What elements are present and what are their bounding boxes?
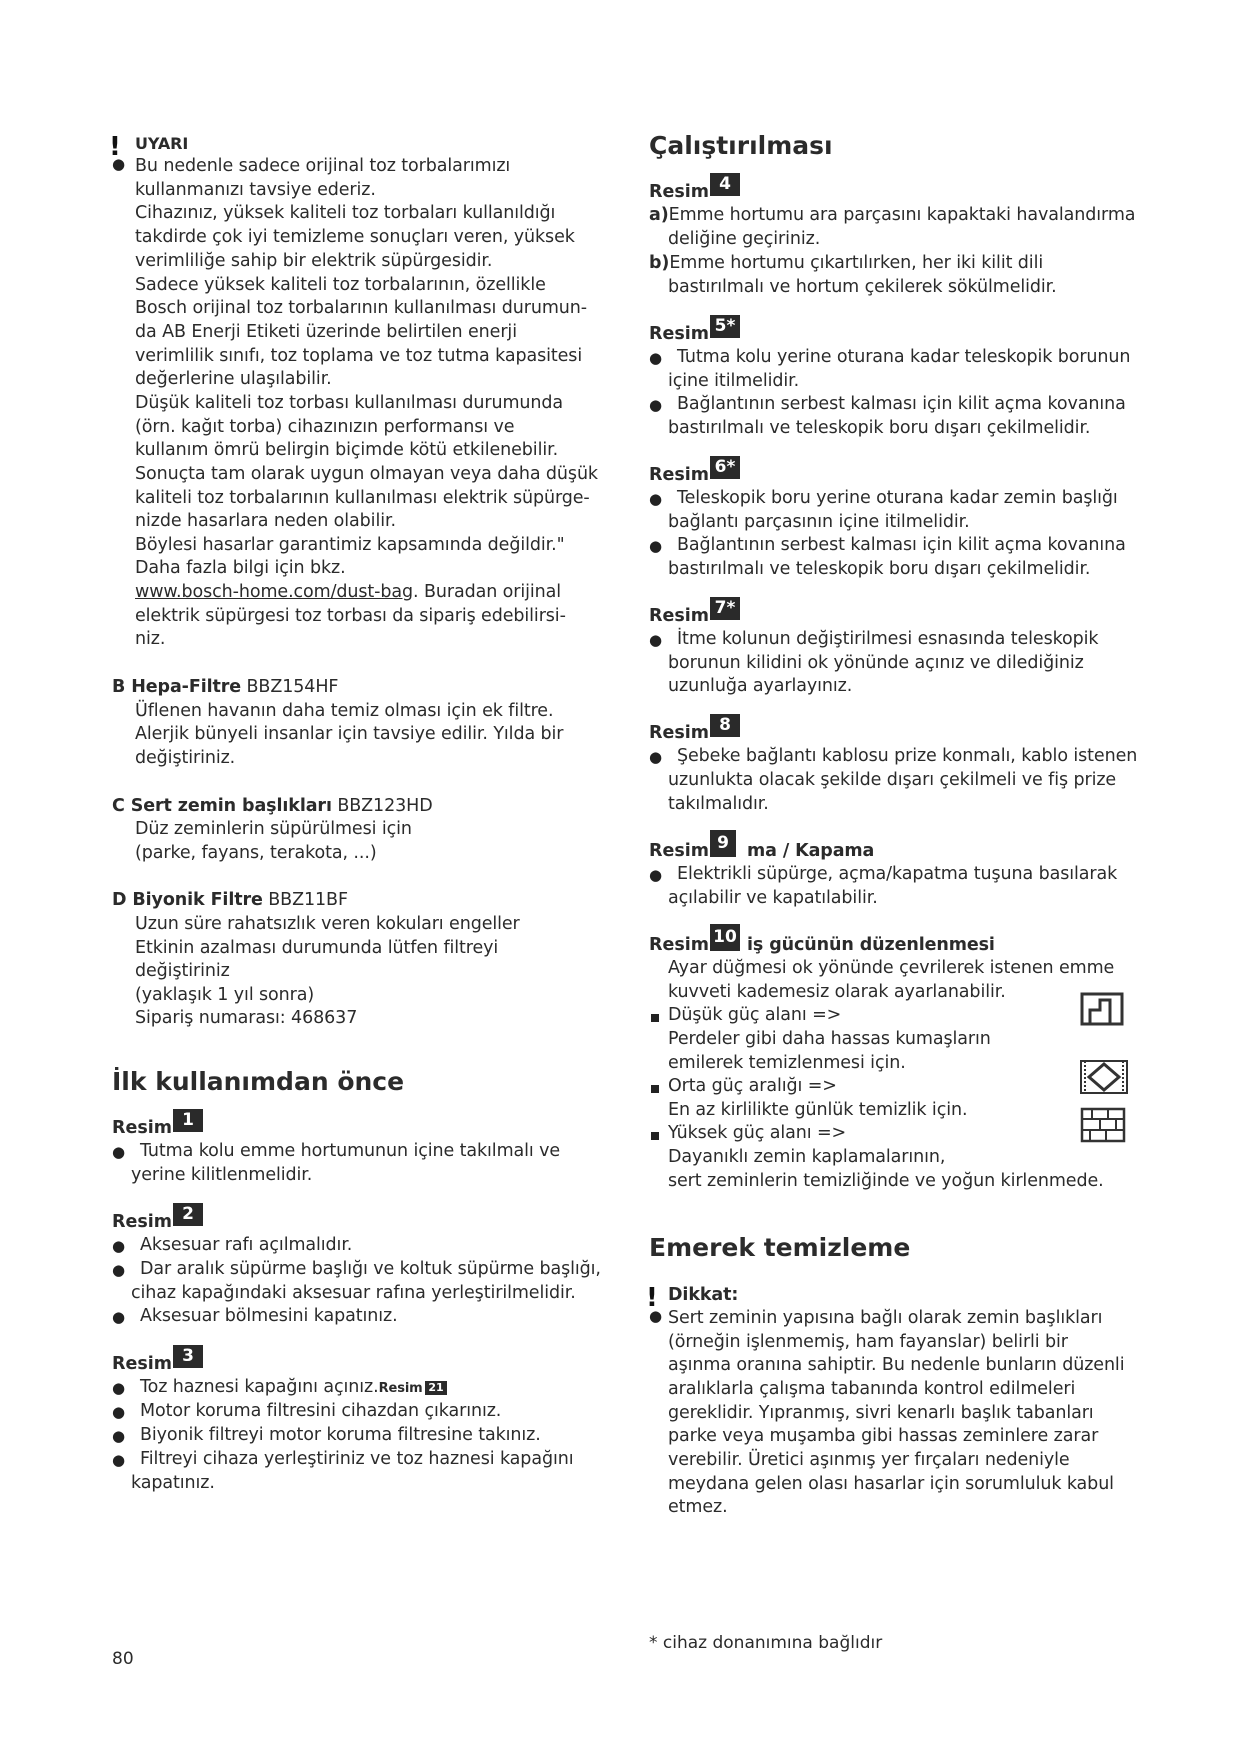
- accessory-c-code: BBZ123HD: [337, 796, 433, 816]
- bullet-icon: ●: [112, 1379, 126, 1397]
- intro-line: kuvveti kademesiz olarak ayarlanabilir.: [668, 982, 1006, 1002]
- figure-number-badge: 3: [173, 1345, 203, 1368]
- warning-line: (örn. kağıt torba) cihazınızın performansı ve: [135, 417, 515, 437]
- bullet-icon: ●: [649, 748, 663, 766]
- resim-label: Resim: [112, 1354, 172, 1374]
- figure-number-badge: 8: [710, 714, 740, 737]
- accessory-d-line: Sipariş numarası: 468637: [135, 1008, 358, 1028]
- resim-label: Resim: [649, 324, 709, 344]
- warning-line: verimliliğe sahip bir elektrik süpürgesidir.: [135, 251, 493, 271]
- warning-line: kullanmanızı tavsiye ederiz.: [135, 180, 376, 200]
- figure-number-badge: 4: [710, 173, 740, 196]
- section-title-suction-cleaning: Emerek temizleme: [649, 1233, 911, 1262]
- bullet-icon: ●: [112, 1308, 126, 1326]
- rug-icon: [1080, 1060, 1128, 1094]
- bullet-icon: ●: [649, 1307, 663, 1325]
- step-line: deliğine geçiriniz.: [668, 229, 821, 249]
- bullet-icon: ●: [112, 1451, 126, 1469]
- step-line: açılabilir ve kapatılabilir.: [668, 888, 878, 908]
- caution-exclamation-icon: !: [646, 1283, 658, 1313]
- step-line: uzunluğa ayarlayınız.: [668, 676, 853, 696]
- step-line: [649, 252, 1043, 274]
- warning-line: elektrik süpürgesi toz torbası da sipariş edebilirsi-: [135, 606, 566, 626]
- section-title-operation: Çalıştırılması: [649, 131, 833, 160]
- accessory-d-line: değiştiriniz: [135, 961, 230, 981]
- warning-line: nizde hasarlara neden olabilir.: [135, 511, 396, 531]
- section-subtitle: iş gücünün düzenlenmesi: [747, 935, 995, 955]
- step-line: Bağlantının serbest kalması için kilit açma kovanına: [677, 394, 1126, 414]
- caution-line: Sert zeminin yapısına bağlı olarak zemin başlıkları: [668, 1308, 1103, 1328]
- section-title-first-use: İlk kullanımdan önce: [112, 1067, 405, 1096]
- warning-line: değerlerine ulaşılabilir.: [135, 369, 332, 389]
- warning-line: Düşük kaliteli toz torbası kullanılması durumunda: [135, 393, 564, 413]
- page-number: 80: [112, 1649, 134, 1669]
- caution-line: etmez.: [668, 1497, 728, 1517]
- step-line: borunun kilidini ok yönünde açınız ve dilediğiniz: [668, 653, 1084, 673]
- step-line: Aksesuar bölmesini kapatınız.: [140, 1306, 398, 1326]
- step-line: Bağlantının serbest kalması için kilit açma kovanına: [677, 535, 1126, 555]
- bullet-icon: ●: [112, 1427, 126, 1445]
- warning-line: Bosch orijinal toz torbalarının kullanılması durumun-: [135, 298, 587, 318]
- step-line: takılmalıdır.: [668, 794, 769, 814]
- warning-line: kaliteli toz torbalarının kullanılması elektrik süpürge-: [135, 488, 590, 508]
- figure-number-badge: 5*: [710, 315, 740, 338]
- bullet-icon: ●: [649, 631, 663, 649]
- step-line: uzunlukta olacak şekilde dışarı çekilmeli ve fiş prize: [668, 770, 1117, 790]
- bullet-icon: ●: [649, 396, 663, 414]
- step-line: Dar aralık süpürme başlığı ve koltuk süpürme başlığı,: [140, 1259, 601, 1279]
- figure-ref-badge: 21: [425, 1381, 447, 1395]
- figure-number-badge: 10: [710, 924, 740, 951]
- accessory-d-code: BBZ11BF: [268, 890, 348, 910]
- step-line: cihaz kapağındaki aksesuar rafına yerleştirilmelidir.: [131, 1283, 576, 1303]
- power-level-desc: emilerek temizlenmesi için.: [668, 1053, 906, 1073]
- step-line: bastırılmalı ve teleskopik boru dışarı çekilmelidir.: [668, 418, 1091, 438]
- resim-label: Resim: [649, 723, 709, 743]
- caution-line: verebilir. Üretici aşınmış yer fırçaları nedeniyle: [668, 1450, 1070, 1470]
- warning-link-line: [112, 581, 561, 603]
- bullet-icon: ●: [112, 1143, 126, 1161]
- warning-line: Daha fazla bilgi için bkz.: [135, 558, 346, 578]
- accessory-d-line: (yaklaşık 1 yıl sonra): [135, 985, 315, 1005]
- resim-label: Resim: [649, 182, 709, 202]
- step-line: yerine kilitlenmelidir.: [131, 1165, 313, 1185]
- figure-number-badge: 9: [710, 830, 736, 857]
- step-line: Biyonik filtreyi motor koruma filtresine takınız.: [140, 1425, 541, 1445]
- step-line: içine itilmelidir.: [668, 371, 800, 391]
- step-line: Tutma kolu yerine oturana kadar teleskopik borunun: [677, 347, 1131, 367]
- step-text: Toz haznesi kapağını açınız.: [140, 1377, 379, 1397]
- footnote: * cihaz donanımına bağlıdır: [649, 1633, 883, 1653]
- accessory-b-line: Alerjik bünyeli insanlar için tavsiye edilir. Yılda bir: [135, 724, 564, 744]
- power-level-desc: sert zeminlerin temizliğinde ve yoğun kirlenmede.: [668, 1171, 1104, 1191]
- step-line: bastırılmalı ve hortum çekilerek sökülmelidir.: [668, 277, 1057, 297]
- accessory-b-heading: [112, 676, 338, 698]
- power-level-desc: Dayanıklı zemin kaplamalarının,: [668, 1147, 946, 1167]
- step-line: Motor koruma filtresini cihazdan çıkarınız.: [140, 1401, 502, 1421]
- step-label: b): [649, 253, 670, 273]
- step-line: İtme kolunun değiştirilmesi esnasında teleskopik: [677, 629, 1099, 649]
- caution-line: aralıklarla çalışma tabanında kontrol edilmeleri: [668, 1379, 1076, 1399]
- resim-label: Resim: [649, 606, 709, 626]
- warning-line: takdirde çok iyi temizleme sonuçları veren, yüksek: [135, 227, 575, 247]
- bullet-icon: ●: [112, 155, 126, 173]
- warning-line: niz.: [135, 629, 166, 649]
- caution-line: (örneğin işlenmemiş, ham fayanslar) belirli bir: [668, 1332, 1068, 1352]
- step-line: Filtreyi cihaza yerleştiriniz ve toz haznesi kapağını: [140, 1449, 574, 1469]
- caution-line: gereklidir. Yıpranmış, sivri kenarlı başlık tabanları: [668, 1403, 1094, 1423]
- accessory-c-title: C Sert zemin başlıkları: [112, 796, 332, 816]
- figure-number-badge: 6*: [710, 456, 740, 479]
- intro-line: Ayar düğmesi ok yönünde çevrilerek istenen emme: [668, 958, 1115, 978]
- resim-label: Resim: [649, 841, 709, 861]
- figure-number-badge: 2: [173, 1203, 203, 1226]
- bullet-icon: ●: [112, 1261, 126, 1279]
- caution-line: parke veya muşamba gibi hassas zeminlere zarar: [668, 1426, 1099, 1446]
- power-level-label: Orta güç aralığı =>: [668, 1076, 837, 1096]
- step-line: Tutma kolu emme hortumunun içine takılmalı ve: [140, 1141, 561, 1161]
- step-line: Şebeke bağlantı kablosu prize konmalı, kablo istenen: [677, 746, 1138, 766]
- figure-number-badge: 1: [173, 1109, 203, 1132]
- accessory-d-line: Etkinin azalması durumunda lütfen filtreyi: [135, 938, 499, 958]
- resim-label: Resim: [649, 465, 709, 485]
- link-tail-text: . Buradan orijinal: [413, 582, 562, 602]
- warning-line: da AB Enerji Etiketi üzerinde belirtilen enerji: [135, 322, 517, 342]
- caution-line: meydana gelen olası hasarlar için sorumluluk kabul: [668, 1474, 1114, 1494]
- accessory-c-line: (parke, fayans, terakota, ...): [135, 843, 377, 863]
- power-level-label: Düşük güç alanı =>: [668, 1005, 842, 1025]
- bullet-icon: ●: [112, 1237, 126, 1255]
- accessory-d-line: Uzun süre rahatsızlık veren kokuları engeller: [135, 914, 520, 934]
- accessory-d-heading: [112, 889, 348, 911]
- power-level-label: Yüksek güç alanı =>: [668, 1123, 847, 1143]
- power-level-desc: En az kirlilikte günlük temizlik için.: [668, 1100, 968, 1120]
- accessory-c-line: Düz zeminlerin süpürülmesi için: [135, 819, 412, 839]
- bullet-icon: ●: [649, 490, 663, 508]
- power-level-desc: Perdeler gibi daha hassas kumaşların: [668, 1029, 991, 1049]
- step-text: Emme hortumu ara parçasını kapaktaki havalandırma: [668, 205, 1136, 225]
- warning-line: Sadece yüksek kaliteli toz torbalarının, özellikle: [135, 275, 546, 295]
- warning-exclamation-icon: !: [109, 132, 121, 162]
- step-text: Emme hortumu çıkartılırken, her iki kilit dili: [669, 253, 1044, 273]
- accessory-b-line: değiştiriniz.: [135, 748, 236, 768]
- caution-line: aşınma oranına sahiptir. Bu nedenle bunların düzenli: [668, 1355, 1125, 1375]
- caution-title: Dikkat:: [668, 1285, 739, 1305]
- bullet-icon: ●: [649, 866, 663, 884]
- step-line: kapatınız.: [131, 1473, 215, 1493]
- warning-line: Bu nedenle sadece orijinal toz torbalarımızı: [135, 156, 511, 176]
- warning-line: Böylesi hasarlar garantimiz kapsamında değildir.": [135, 535, 565, 555]
- resim-label: Resim: [112, 1118, 172, 1138]
- step-line: [649, 204, 1135, 226]
- bullet-icon: ●: [649, 537, 663, 555]
- dust-bag-link[interactable]: www.bosch-home.com/dust-bag: [135, 582, 414, 602]
- figure-ref-label: Resim: [378, 1381, 423, 1396]
- step-line: Elektrikli süpürge, açma/kapatma tuşuna basılarak: [677, 864, 1118, 884]
- step-line: Aksesuar rafı açılmalıdır.: [140, 1235, 353, 1255]
- warning-line: verimlilik sınıfı, toz toplama ve toz tutma kapasitesi: [135, 346, 583, 366]
- accessory-b-code: BBZ154HF: [246, 677, 339, 697]
- accessory-b-title: B Hepa-Filtre: [112, 677, 242, 697]
- bullet-icon: ●: [649, 349, 663, 367]
- step-line: bağlantı parçasının içine itilmelidir.: [668, 512, 970, 532]
- curtain-icon: [1080, 992, 1124, 1026]
- warning-line: Sonuçta tam olarak uygun olmayan veya daha düşük: [135, 464, 598, 484]
- step-line: [112, 1376, 423, 1400]
- resim-label: Resim: [112, 1212, 172, 1232]
- warning-line: kullanım ömrü belirgin biçimde kötü etkilenebilir.: [135, 440, 559, 460]
- warning-line: Cihazınız, yüksek kaliteli toz torbaları kullanıldığı: [135, 203, 556, 223]
- accessory-d-title: D Biyonik Filtre: [112, 890, 263, 910]
- accessory-c-heading: [112, 795, 433, 817]
- accessory-b-line: Üflenen havanın daha temiz olması için ek filtre.: [135, 701, 554, 721]
- warning-title: UYARI: [135, 134, 189, 153]
- figure-number-badge: 7*: [710, 597, 740, 620]
- parquet-icon: [1080, 1107, 1126, 1143]
- resim-label: Resim: [649, 935, 709, 955]
- section-subtitle: ma / Kapama: [747, 841, 875, 861]
- step-line: bastırılmalı ve teleskopik boru dışarı çekilmelidir.: [668, 559, 1091, 579]
- step-line: Teleskopik boru yerine oturana kadar zemin başlığı: [677, 488, 1118, 508]
- bullet-icon: ●: [112, 1403, 126, 1421]
- step-label: a): [649, 205, 669, 225]
